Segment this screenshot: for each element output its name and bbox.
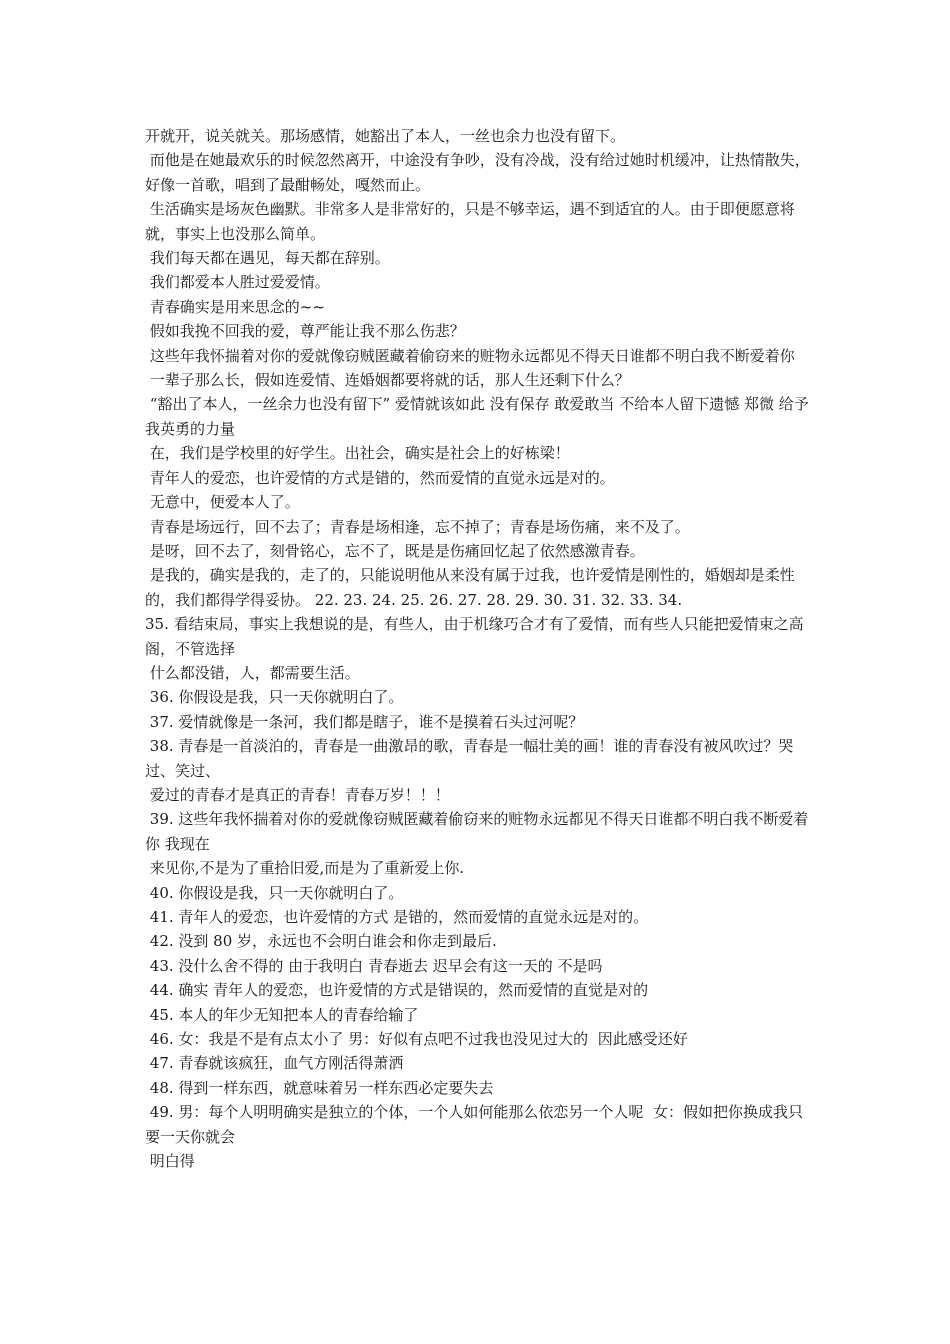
paragraph: 青年人的爱恋，也许爱情的方式是错的，然而爱情的直觉永远是对的。 <box>145 468 615 487</box>
paragraph: 37. 爱情就像是一条河，我们都是瞎子，谁不是摸着石头过河呢？ <box>145 712 584 731</box>
paragraph: 一辈子那么长，假如连爱情、连婚姻都要将就的话，那人生还剩下什么？ <box>145 371 630 390</box>
paragraph: “豁出了本人，一丝余力也没有留下” 爱情就该如此 没有保存 敢爱敢当 不给本人留下遗憾 郑微 给予我英勇的力量 <box>145 395 809 438</box>
paragraph: 无意中，便爱本人了。 <box>145 493 300 512</box>
paragraph: 44. 确实 青年人的爱恋，也许爱情的方式是错误的，然而爱情的直觉是对的 <box>145 981 649 1000</box>
paragraph: 生活确实是场灰色幽默。非常多人是非常好的，只是不够幸运，遇不到适宜的人。由于即便愿意将就，事实上也没那么简单。 <box>145 200 795 243</box>
paragraph: 来见你,不是为了重拾旧爱,而是为了重新爱上你. <box>145 859 465 878</box>
paragraph: 而他是在她最欢乐的时候忽然离开，中途没有争吵，没有冷战，没有给过她时机缓冲，让热情散失，好像一首歌，唱到了最酣畅处，嘎然而止。 <box>145 151 810 194</box>
paragraph: 青春是场远行，回不去了；青春是场相逢，忘不掉了；青春是场伤痛，来不及了。 <box>145 517 690 536</box>
paragraph: 是呀，回不去了，刻骨铭心，忘不了，既是是伤痛回忆起了依然感激青春。 <box>145 541 645 560</box>
paragraph: 42. 没到 80 岁，永远也不会明白谁会和你走到最后. <box>145 932 497 951</box>
paragraph: 在，我们是学校里的好学生。出社会，确实是社会上的好栋梁！ <box>145 444 570 463</box>
paragraph: 这些年我怀揣着对你的爱就像窃贼匿藏着偷窃来的赃物永远都见不得天日谁都不明白我不断爱着你 <box>145 346 795 365</box>
paragraph: 43. 没什么舍不得的 由于我明白 青春逝去 迟早会有这一天的 不是吗 <box>145 956 603 975</box>
paragraph: 开就开，说关就关。那场感情，她豁出了本人，一丝也余力也没有留下。 <box>145 127 626 145</box>
paragraph: 爱过的青春才是真正的青春！青春万岁！！！ <box>145 785 450 804</box>
paragraph: 我们每天都在遇见，每天都在辞别。 <box>145 249 390 268</box>
paragraph: 39. 这些年我怀揣着对你的爱就像窃贼匿藏着偷窃来的赃物永远都见不得天日谁都不明白我不断爱着你 我现在 <box>145 810 809 853</box>
paragraph: 假如我挽不回我的爱，尊严能让我不那么伤悲？ <box>145 322 465 341</box>
paragraph: 36. 你假设是我，只一天你就明白了。 <box>145 688 404 707</box>
document-body <box>145 124 810 1173</box>
paragraph: 47. 青春就该疯狂，血气方刚活得萧洒 <box>145 1054 404 1073</box>
paragraph: 青春确实是用来思念的~~ <box>145 297 325 316</box>
paragraph: 明白得 <box>145 1152 195 1171</box>
paragraph: 38. 青春是一首淡泊的，青春是一曲激昂的歌，青春是一幅壮美的画！谁的青春没有被风吹过？哭过、笑过、 <box>145 737 794 780</box>
paragraph: 35. 看结束局，事实上我想说的是，有些人，由于机缘巧合才有了爱情，而有些人只能把爱情束之高阁，不管选择 <box>145 615 804 658</box>
paragraph: 我们都爱本人胜过爱爱情。 <box>145 273 330 292</box>
paragraph: 41. 青年人的爱恋，也许爱情的方式 是错的，然而爱情的直觉永远是对的。 <box>145 908 649 926</box>
paragraph: 什么都没错，人，都需要生活。 <box>145 663 360 682</box>
paragraph: 46. 女：我是不是有点太小了 男：好似有点吧不过我也没见过大的 因此感受还好 <box>145 1030 688 1049</box>
paragraph: 49. 男：每个人明明确实是独立的个体，一个人如何能那么依恋另一个人呢 女：假如把你换成我只要一天你就会 <box>145 1103 803 1146</box>
paragraph: 40. 你假设是我，只一天你就明白了。 <box>145 883 404 902</box>
paragraph: 是我的，确实是我的，走了的，只能说明他从来没有属于过我，也许爱情是刚性的，婚姻却是柔性的，我们都得学得妥协。 22. 23. 24. 25. 26. 27. 28. 29. 30. 31. 32. 33. 34. <box>145 566 795 609</box>
paragraph: 48. 得到一样东西，就意味着另一样东西必定要失去 <box>145 1078 494 1097</box>
paragraph: 45. 本人的年少无知把本人的青春给输了 <box>145 1005 419 1024</box>
